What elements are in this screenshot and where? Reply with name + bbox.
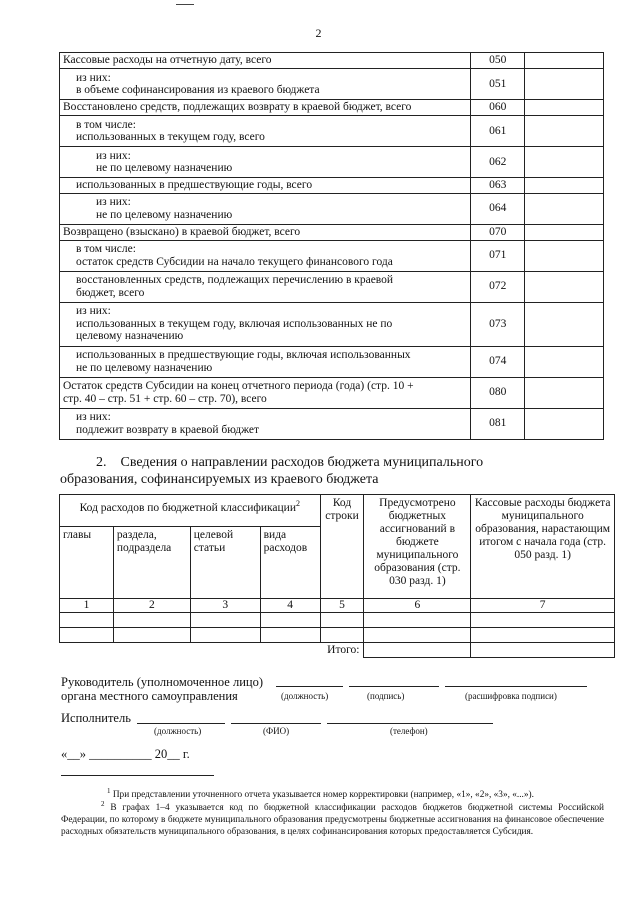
row-label-line: Возвращено (взыскано) в краевой бюджет, всего [63,225,301,238]
row-code: 050 [471,53,525,69]
row-label [60,346,471,377]
date-field[interactable]: «__» __________ 20__ г. [61,747,190,761]
row-label [60,240,471,271]
caption-position: (должность) [281,691,329,701]
head-position-line[interactable] [276,686,343,687]
cell-celevoi[interactable] [190,628,260,643]
cell-cash[interactable] [471,613,615,628]
row-label-line: использованных в предшествующие годы, всего [76,179,313,191]
footnote-rule [61,775,214,776]
table-row [60,224,604,240]
caption-executor-position: (должность) [154,726,202,736]
row-label-line: использованных в текущем году, включая использованных не по [76,317,393,330]
cell-cash[interactable] [471,628,615,643]
row-value-cell[interactable] [525,147,604,178]
total-cash[interactable] [471,643,615,658]
row-label [60,100,471,116]
table-row [60,193,604,224]
table-row [60,147,604,178]
row-label-line: в том числе: [76,243,136,255]
row-label [60,69,471,100]
row-value-cell[interactable] [525,116,604,147]
cell-line-code[interactable] [320,628,364,643]
row-code: 063 [471,178,525,194]
row-label [60,377,471,408]
footnote-1: $^1$ При представлении уточненного отчета указывается номер корректировки (например, «1», «2», «3», «...»). [107,787,534,801]
row-label-line: не по целевому назначению [76,361,213,374]
row-value-cell[interactable] [525,377,604,408]
row-label-line: Остаток средств Субсидии на конец отчетного периода (года) (стр. 10 + [63,379,414,392]
column-number: 1 [60,599,114,613]
expenditure-table [59,494,615,658]
table-row [60,408,604,439]
row-label [60,53,471,69]
table-row [60,628,615,643]
row-label-line: целевому назначению [76,330,184,343]
row-label [60,193,471,224]
header-vid: вида расходов [260,527,320,599]
row-value-cell[interactable] [525,178,604,194]
row-code: 070 [471,224,525,240]
row-value-cell[interactable] [525,69,604,100]
section-title-line2: образования, софинансируемых из краевого бюджета [60,472,379,487]
column-number: 5 [320,599,364,613]
cell-glavy[interactable] [60,613,114,628]
row-label-line: использованных в предшествующие годы, включая использованных [76,349,411,361]
row-code: 081 [471,408,525,439]
row-label-line: из них: [96,149,131,162]
table-row [60,302,604,346]
row-value-cell[interactable] [525,100,604,116]
footnote-2: $^2$ В графах 1–4 указывается код по бюджетной классификации расходов бюджетов бюджетной системы Российской Федерации, по которому в бюджете муниципального образования предусмотрены бюджетные ассигнования на финансовое обеспечение расходных обязательств муниципального образования, в целях софинансирования которых предоставляется Субсидия. [61,800,604,838]
cell-vid[interactable] [260,613,320,628]
header-planned: Предусмотрено бюджетных ассигнований в бюджете муниципального образования (стр. 030 разд. 1) [364,495,471,599]
caption-decoding: (расшифровка подписи) [465,691,557,701]
row-label-line: из них: [76,305,111,318]
cell-planned[interactable] [364,613,471,628]
cell-planned[interactable] [364,628,471,643]
row-value-cell[interactable] [525,271,604,302]
head-label-line1: Руководитель (уполномоченное лицо) [61,675,264,689]
row-value-cell[interactable] [525,346,604,377]
row-label-line: бюджет, всего [76,286,145,299]
row-label [60,116,471,147]
column-number: 7 [471,599,615,613]
head-label-line2: органа местного самоуправления [61,689,238,703]
row-code: 060 [471,100,525,116]
header-glavy: главы [60,527,114,599]
row-value-cell[interactable] [525,240,604,271]
row-label-line: восстановленных средств, подлежащих перечислению в краевой [76,274,394,286]
subsidy-report-table [59,52,604,440]
row-label-line: из них: [76,71,111,84]
row-code: 061 [471,116,525,147]
section-2-title [60,454,484,488]
executor-label: Исполнитель [61,711,131,725]
cell-razdel[interactable] [113,628,190,643]
row-label-line: в том числе: [76,118,136,131]
header-kbk: Код расходов по бюджетной классификации$^2$ [60,495,321,527]
row-label-line: из них: [96,196,131,208]
table-row [60,377,604,408]
total-planned[interactable] [364,643,471,658]
row-value-cell[interactable] [525,224,604,240]
header-line-code: Код строки [320,495,364,599]
row-value-cell[interactable] [525,193,604,224]
row-label-line: не по целевому назначению [96,208,233,221]
head-decoding-line[interactable] [445,686,587,687]
row-code: 074 [471,346,525,377]
cell-celevoi[interactable] [190,613,260,628]
table-row [60,346,604,377]
row-code: 062 [471,147,525,178]
row-label-line: подлежит возврату в краевой бюджет [76,423,260,436]
row-label-line: Восстановлено средств, подлежащих возврату в краевой бюджет, всего [63,101,412,113]
total-label: Итого: [60,643,364,658]
row-label-line: из них: [76,411,111,423]
caption-signature: (подпись) [367,691,405,701]
cell-line-code[interactable] [320,613,364,628]
row-code: 072 [471,271,525,302]
column-number: 3 [190,599,260,613]
header-razdel: раздела, подраздела [113,527,190,599]
page-number: 2 [315,26,322,40]
row-label-line: не по целевому назначению [96,162,233,174]
row-value-cell[interactable] [525,302,604,346]
table-row [60,178,604,194]
top-mark [176,4,194,5]
table-row [60,53,604,69]
section-title-line1: Сведения о направлении расходов бюджета муниципального [120,455,484,470]
row-label-line: остаток средств Субсидии на начало текущего финансового года [76,255,393,268]
executor-phone-line[interactable] [327,723,493,724]
row-label-line: в объеме софинансирования из краевого бюджета [76,84,320,96]
row-code: 064 [471,193,525,224]
row-code: 073 [471,302,525,346]
total-row [60,643,615,658]
header-cash-expenses: Кассовые расходы бюджета муниципального образования, нарастающим итогом с начала года (стр. 050 разд. 1) [471,495,615,599]
executor-fio-line[interactable] [231,723,321,724]
row-label-line: Кассовые расходы на отчетную дату, всего [63,54,272,66]
cell-razdel[interactable] [113,613,190,628]
row-code: 051 [471,69,525,100]
row-label [60,224,471,240]
cell-glavy[interactable] [60,628,114,643]
row-label-line: стр. 40 – стр. 51 + стр. 60 – стр. 70), всего [63,392,267,405]
caption-fio: (ФИО) [263,726,290,736]
table-row [60,116,604,147]
table-row [60,613,615,628]
table-row [60,69,604,100]
caption-phone: (телефон) [390,726,428,736]
executor-position-line[interactable] [137,723,225,724]
row-label-line: использованных в текущем году, всего [76,131,265,143]
table-row [60,271,604,302]
row-label [60,147,471,178]
head-signature-line[interactable] [349,686,439,687]
table-row [60,240,604,271]
row-label [60,408,471,439]
header-celevoi: целевой статьи [190,527,260,599]
row-value-cell[interactable] [525,53,604,69]
row-label [60,178,471,194]
column-number: 6 [364,599,471,613]
column-number: 2 [113,599,190,613]
column-number: 4 [260,599,320,613]
cell-vid[interactable] [260,628,320,643]
row-label [60,271,471,302]
table-row [60,100,604,116]
row-value-cell[interactable] [525,408,604,439]
section-number: 2. [96,455,107,470]
row-code: 071 [471,240,525,271]
row-label [60,302,471,346]
row-code: 080 [471,377,525,408]
